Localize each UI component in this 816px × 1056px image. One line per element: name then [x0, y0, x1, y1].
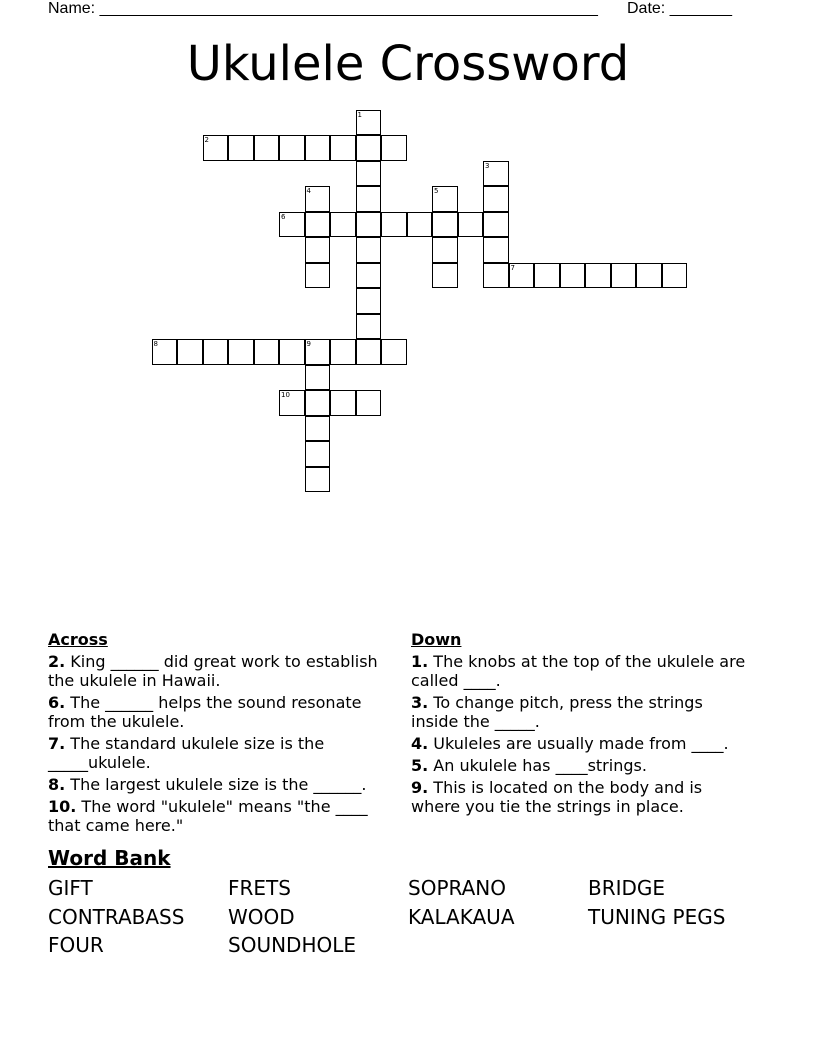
across-heading: Across [48, 630, 108, 649]
across-clue [48, 652, 388, 690]
crossword-cell[interactable] [611, 263, 637, 289]
clue-number: 7. [48, 734, 66, 753]
down-clue [411, 693, 751, 731]
crossword-cell[interactable] [432, 186, 458, 212]
crossword-cell[interactable] [483, 263, 509, 289]
crossword-cell[interactable] [483, 237, 509, 263]
clue-text: The knobs at the top of the ukulele are called ____. [411, 652, 746, 690]
clue-number: 4. [411, 734, 429, 753]
clue-number: 10. [48, 797, 77, 816]
clue-number: 3. [411, 693, 429, 712]
clue-text: King ______ did great work to establish the ukulele in Hawaii. [48, 652, 378, 690]
crossword-cell[interactable] [305, 263, 331, 289]
word-bank-item: SOPRANO [408, 876, 506, 900]
clue-number: 1. [411, 652, 429, 671]
cell-number: 8 [153, 340, 158, 348]
across-clue [48, 797, 388, 835]
crossword-cell[interactable] [407, 212, 433, 238]
word-bank-item: BRIDGE [588, 876, 666, 900]
crossword-cell[interactable] [203, 339, 229, 365]
crossword-cell[interactable] [483, 161, 509, 187]
crossword-cell[interactable] [356, 288, 382, 314]
clue-text: An ukulele has ____strings. [428, 756, 647, 775]
crossword-cell[interactable] [305, 365, 331, 391]
crossword-cell[interactable] [662, 263, 688, 289]
crossword-cell[interactable] [330, 390, 356, 416]
across-clue [48, 693, 388, 731]
clue-text: The ______ helps the sound resonate from the ukulele. [48, 693, 362, 731]
word-bank-item: FRETS [228, 876, 291, 900]
crossword-cell[interactable] [458, 212, 484, 238]
crossword-cell[interactable] [356, 339, 382, 365]
clue-text: Ukuleles are usually made from ____. [428, 734, 729, 753]
across-clue-list [48, 652, 388, 835]
cell-number: 6 [281, 212, 286, 221]
word-bank-item: SOUNDHOLE [228, 933, 356, 957]
crossword-cell[interactable] [305, 186, 331, 212]
crossword-cell[interactable] [330, 135, 356, 161]
clue-text: This is located on the body and is where you tie the strings in place. [411, 778, 703, 816]
crossword-cell[interactable] [228, 135, 254, 161]
cell-number: 5 [434, 187, 439, 195]
word-bank [48, 874, 768, 960]
cell-number: 7 [510, 263, 515, 272]
crossword-cell[interactable] [509, 263, 535, 289]
crossword-cell[interactable] [432, 263, 458, 289]
crossword-cell[interactable] [356, 110, 382, 136]
crossword-cell[interactable] [330, 212, 356, 238]
word-bank-item: GIFT [48, 876, 93, 900]
crossword-cell[interactable] [279, 339, 305, 365]
crossword-cell[interactable] [483, 186, 509, 212]
across-clues [48, 630, 388, 838]
crossword-cell[interactable] [585, 263, 611, 289]
down-clue [411, 652, 751, 690]
word-bank-item: CONTRABASS [48, 904, 185, 929]
crossword-cell[interactable] [177, 339, 203, 365]
across-clue [48, 775, 388, 794]
crossword-cell[interactable] [636, 263, 662, 289]
crossword-cell[interactable] [432, 237, 458, 263]
cell-number: 4 [306, 187, 311, 195]
crossword-cell[interactable] [254, 339, 280, 365]
crossword-cell[interactable] [254, 135, 280, 161]
word-bank-item: TUNING PEGS [588, 904, 726, 929]
down-clue [411, 778, 751, 816]
crossword-cell[interactable] [381, 135, 407, 161]
crossword-cell[interactable] [534, 263, 560, 289]
crossword-cell[interactable] [228, 339, 254, 365]
across-clue [48, 734, 388, 772]
page-title: Ukulele Crossword [186, 36, 630, 92]
crossword-cell[interactable] [560, 263, 586, 289]
crossword-cell[interactable] [381, 339, 407, 365]
crossword-cell[interactable] [356, 263, 382, 289]
crossword-cell[interactable] [356, 212, 382, 238]
crossword-cell[interactable] [356, 237, 382, 263]
cell-number: 1 [357, 110, 362, 119]
crossword-cell[interactable] [330, 339, 356, 365]
clue-number: 9. [411, 778, 429, 797]
down-clues [411, 630, 751, 819]
clue-text: The standard ukulele size is the _____ukulele. [48, 734, 325, 772]
name-field-label: Name: ________________________________________________________ [48, 0, 598, 17]
word-bank-item: KALAKAUA [408, 904, 515, 929]
crossword-cell[interactable] [356, 390, 382, 416]
down-clue [411, 756, 751, 775]
crossword-cell[interactable] [279, 135, 305, 161]
crossword-cell[interactable] [305, 416, 331, 442]
cell-number: 9 [306, 340, 311, 348]
date-field-label: Date: _______ [627, 0, 732, 17]
crossword-cell[interactable] [279, 390, 305, 416]
crossword-cell[interactable] [203, 135, 229, 161]
down-heading: Down [411, 630, 462, 649]
down-clue [411, 734, 751, 753]
crossword-cell[interactable] [483, 212, 509, 238]
word-bank-item: FOUR [48, 933, 104, 957]
word-bank-title: Word Bank [48, 846, 171, 870]
down-clue-list [411, 652, 751, 816]
crossword-cell[interactable] [279, 212, 305, 238]
word-bank-item: WOOD [228, 904, 295, 929]
crossword-cell[interactable] [305, 212, 331, 238]
crossword-cell[interactable] [356, 314, 382, 340]
clue-number: 6. [48, 693, 66, 712]
cell-number: 10 [281, 391, 290, 399]
clue-text: To change pitch, press the strings inside the _____. [411, 693, 703, 731]
cell-number: 2 [204, 136, 209, 144]
cell-number: 3 [485, 161, 490, 170]
clue-number: 2. [48, 652, 66, 671]
crossword-cell[interactable] [305, 467, 331, 493]
crossword-cell[interactable] [356, 135, 382, 161]
clue-number: 5. [411, 756, 429, 775]
crossword-cell[interactable] [356, 186, 382, 212]
crossword-cell[interactable] [305, 441, 331, 467]
crossword-cell[interactable] [432, 212, 458, 238]
clue-text: The largest ukulele size is the ______. [65, 775, 367, 794]
crossword-cell[interactable] [305, 339, 331, 365]
clue-number: 8. [48, 775, 66, 794]
crossword-cell[interactable] [305, 135, 331, 161]
crossword-cell[interactable] [305, 237, 331, 263]
crossword-cell[interactable] [356, 161, 382, 187]
crossword-cell[interactable] [381, 212, 407, 238]
clue-text: The word "ukulele" means "the ____ that came here." [48, 797, 368, 835]
crossword-cell[interactable] [305, 390, 331, 416]
crossword-cell[interactable] [152, 339, 178, 365]
